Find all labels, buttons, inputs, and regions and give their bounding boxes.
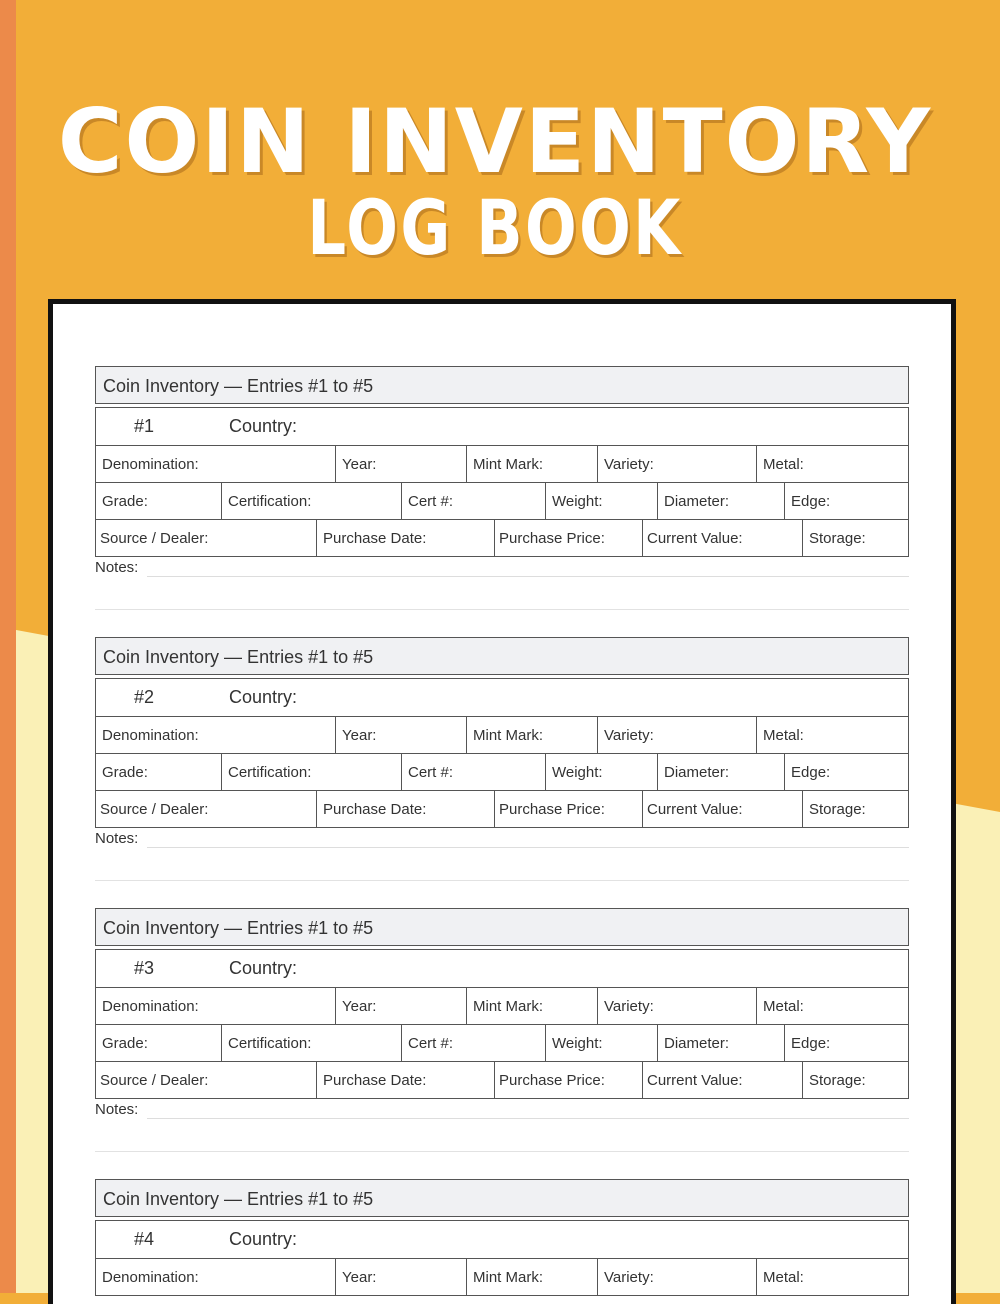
entry-separator (95, 1151, 909, 1152)
metal-field[interactable]: Metal: (763, 455, 804, 473)
entry-number: #3 (134, 958, 155, 978)
entry-row-3 (96, 520, 908, 557)
country-field[interactable]: Country: (229, 416, 298, 436)
entry-row-id (96, 1221, 908, 1259)
edge-field[interactable]: Edge: (791, 492, 831, 510)
entry-row-3 (96, 791, 908, 828)
entry-header: Coin Inventory — Entries #1 to #5 (95, 1179, 909, 1217)
notes-line (147, 576, 909, 577)
weight-field[interactable]: Weight: (546, 483, 658, 519)
storage-field[interactable]: Storage: (809, 800, 866, 818)
notes-label: Notes: (95, 1101, 139, 1118)
country-field[interactable]: Country: (229, 958, 298, 978)
year-field[interactable]: Year: (336, 988, 467, 1024)
entry-row-1 (96, 988, 908, 1025)
notes-line (147, 1118, 909, 1119)
entry-header: Coin Inventory — Entries #1 to #5 (95, 366, 909, 404)
mint-mark-field[interactable]: Mint Mark: (467, 988, 598, 1024)
denomination-field[interactable]: Denomination: (96, 988, 336, 1024)
denomination-field[interactable]: Denomination: (96, 1259, 336, 1295)
entry-row-2 (96, 754, 908, 791)
purchase-date-field[interactable]: Purchase Date: (317, 791, 495, 827)
entry-row-2 (96, 1025, 908, 1062)
cover-subtitle: LOG BOOK (307, 183, 683, 272)
edge-field[interactable]: Edge: (791, 1034, 831, 1052)
notes-field[interactable] (95, 828, 909, 850)
weight-field[interactable]: Weight: (546, 1025, 658, 1061)
entry-header: Coin Inventory — Entries #1 to #5 (95, 908, 909, 946)
entry-row-id (96, 408, 908, 446)
weight-field[interactable]: Weight: (546, 754, 658, 790)
cert-number-field[interactable]: Cert #: (402, 483, 546, 519)
cert-number-field[interactable]: Cert #: (402, 754, 546, 790)
entry-separator (95, 609, 909, 610)
variety-field[interactable]: Variety: (598, 717, 757, 753)
denomination-field[interactable]: Denomination: (96, 446, 336, 482)
entry-row-1 (96, 1259, 908, 1296)
entry-row-1 (96, 717, 908, 754)
year-field[interactable]: Year: (336, 717, 467, 753)
country-field[interactable]: Country: (229, 1229, 298, 1249)
variety-field[interactable]: Variety: (598, 988, 757, 1024)
metal-field[interactable]: Metal: (763, 1268, 804, 1286)
log-page (48, 299, 956, 1304)
variety-field[interactable]: Variety: (598, 1259, 757, 1295)
grade-field[interactable]: Grade: (96, 483, 222, 519)
cover-title: COIN INVENTORY (57, 90, 933, 193)
notes-field[interactable] (95, 557, 909, 579)
entry-grid (95, 678, 909, 828)
entry-grid (95, 949, 909, 1099)
current-value-field[interactable]: Current Value: (643, 1062, 803, 1098)
certification-field[interactable]: Certification: (222, 754, 402, 790)
entry-row-id (96, 679, 908, 717)
entry-row-id (96, 950, 908, 988)
notes-line (147, 847, 909, 848)
mint-mark-field[interactable]: Mint Mark: (467, 446, 598, 482)
cert-number-field[interactable]: Cert #: (402, 1025, 546, 1061)
entry-separator (95, 880, 909, 881)
entry-block-3 (95, 908, 909, 1121)
notes-label: Notes: (95, 559, 139, 576)
entry-row-2 (96, 483, 908, 520)
metal-field[interactable]: Metal: (763, 997, 804, 1015)
notes-field[interactable] (95, 1099, 909, 1121)
grade-field[interactable]: Grade: (96, 1025, 222, 1061)
storage-field[interactable]: Storage: (809, 1071, 866, 1089)
background-left-stripe (0, 0, 16, 1293)
mint-mark-field[interactable]: Mint Mark: (467, 1259, 598, 1295)
entry-grid (95, 407, 909, 557)
grade-field[interactable]: Grade: (96, 754, 222, 790)
edge-field[interactable]: Edge: (791, 763, 831, 781)
variety-field[interactable]: Variety: (598, 446, 757, 482)
entry-block-2 (95, 637, 909, 850)
purchase-date-field[interactable]: Purchase Date: (317, 1062, 495, 1098)
denomination-field[interactable]: Denomination: (96, 717, 336, 753)
certification-field[interactable]: Certification: (222, 483, 402, 519)
country-field[interactable]: Country: (229, 687, 298, 707)
diameter-field[interactable]: Diameter: (658, 1025, 785, 1061)
year-field[interactable]: Year: (336, 1259, 467, 1295)
source-dealer-field[interactable]: Source / Dealer: (96, 520, 317, 556)
year-field[interactable]: Year: (336, 446, 467, 482)
mint-mark-field[interactable]: Mint Mark: (467, 717, 598, 753)
storage-field[interactable]: Storage: (809, 529, 866, 547)
purchase-price-field[interactable]: Purchase Price: (495, 520, 643, 556)
current-value-field[interactable]: Current Value: (643, 791, 803, 827)
entry-row-3 (96, 1062, 908, 1099)
entry-number: #4 (134, 1229, 155, 1249)
source-dealer-field[interactable]: Source / Dealer: (96, 1062, 317, 1098)
diameter-field[interactable]: Diameter: (658, 483, 785, 519)
entry-block-1 (95, 366, 909, 579)
purchase-price-field[interactable]: Purchase Price: (495, 791, 643, 827)
entry-row-1 (96, 446, 908, 483)
diameter-field[interactable]: Diameter: (658, 754, 785, 790)
entry-header: Coin Inventory — Entries #1 to #5 (95, 637, 909, 675)
entry-number: #2 (134, 687, 155, 707)
entry-block-4 (95, 1179, 909, 1296)
certification-field[interactable]: Certification: (222, 1025, 402, 1061)
entry-number: #1 (134, 416, 155, 436)
entry-grid (95, 1220, 909, 1296)
metal-field[interactable]: Metal: (763, 726, 804, 744)
purchase-date-field[interactable]: Purchase Date: (317, 520, 495, 556)
current-value-field[interactable]: Current Value: (643, 520, 803, 556)
source-dealer-field[interactable]: Source / Dealer: (96, 791, 317, 827)
purchase-price-field[interactable]: Purchase Price: (495, 1062, 643, 1098)
notes-label: Notes: (95, 830, 139, 847)
